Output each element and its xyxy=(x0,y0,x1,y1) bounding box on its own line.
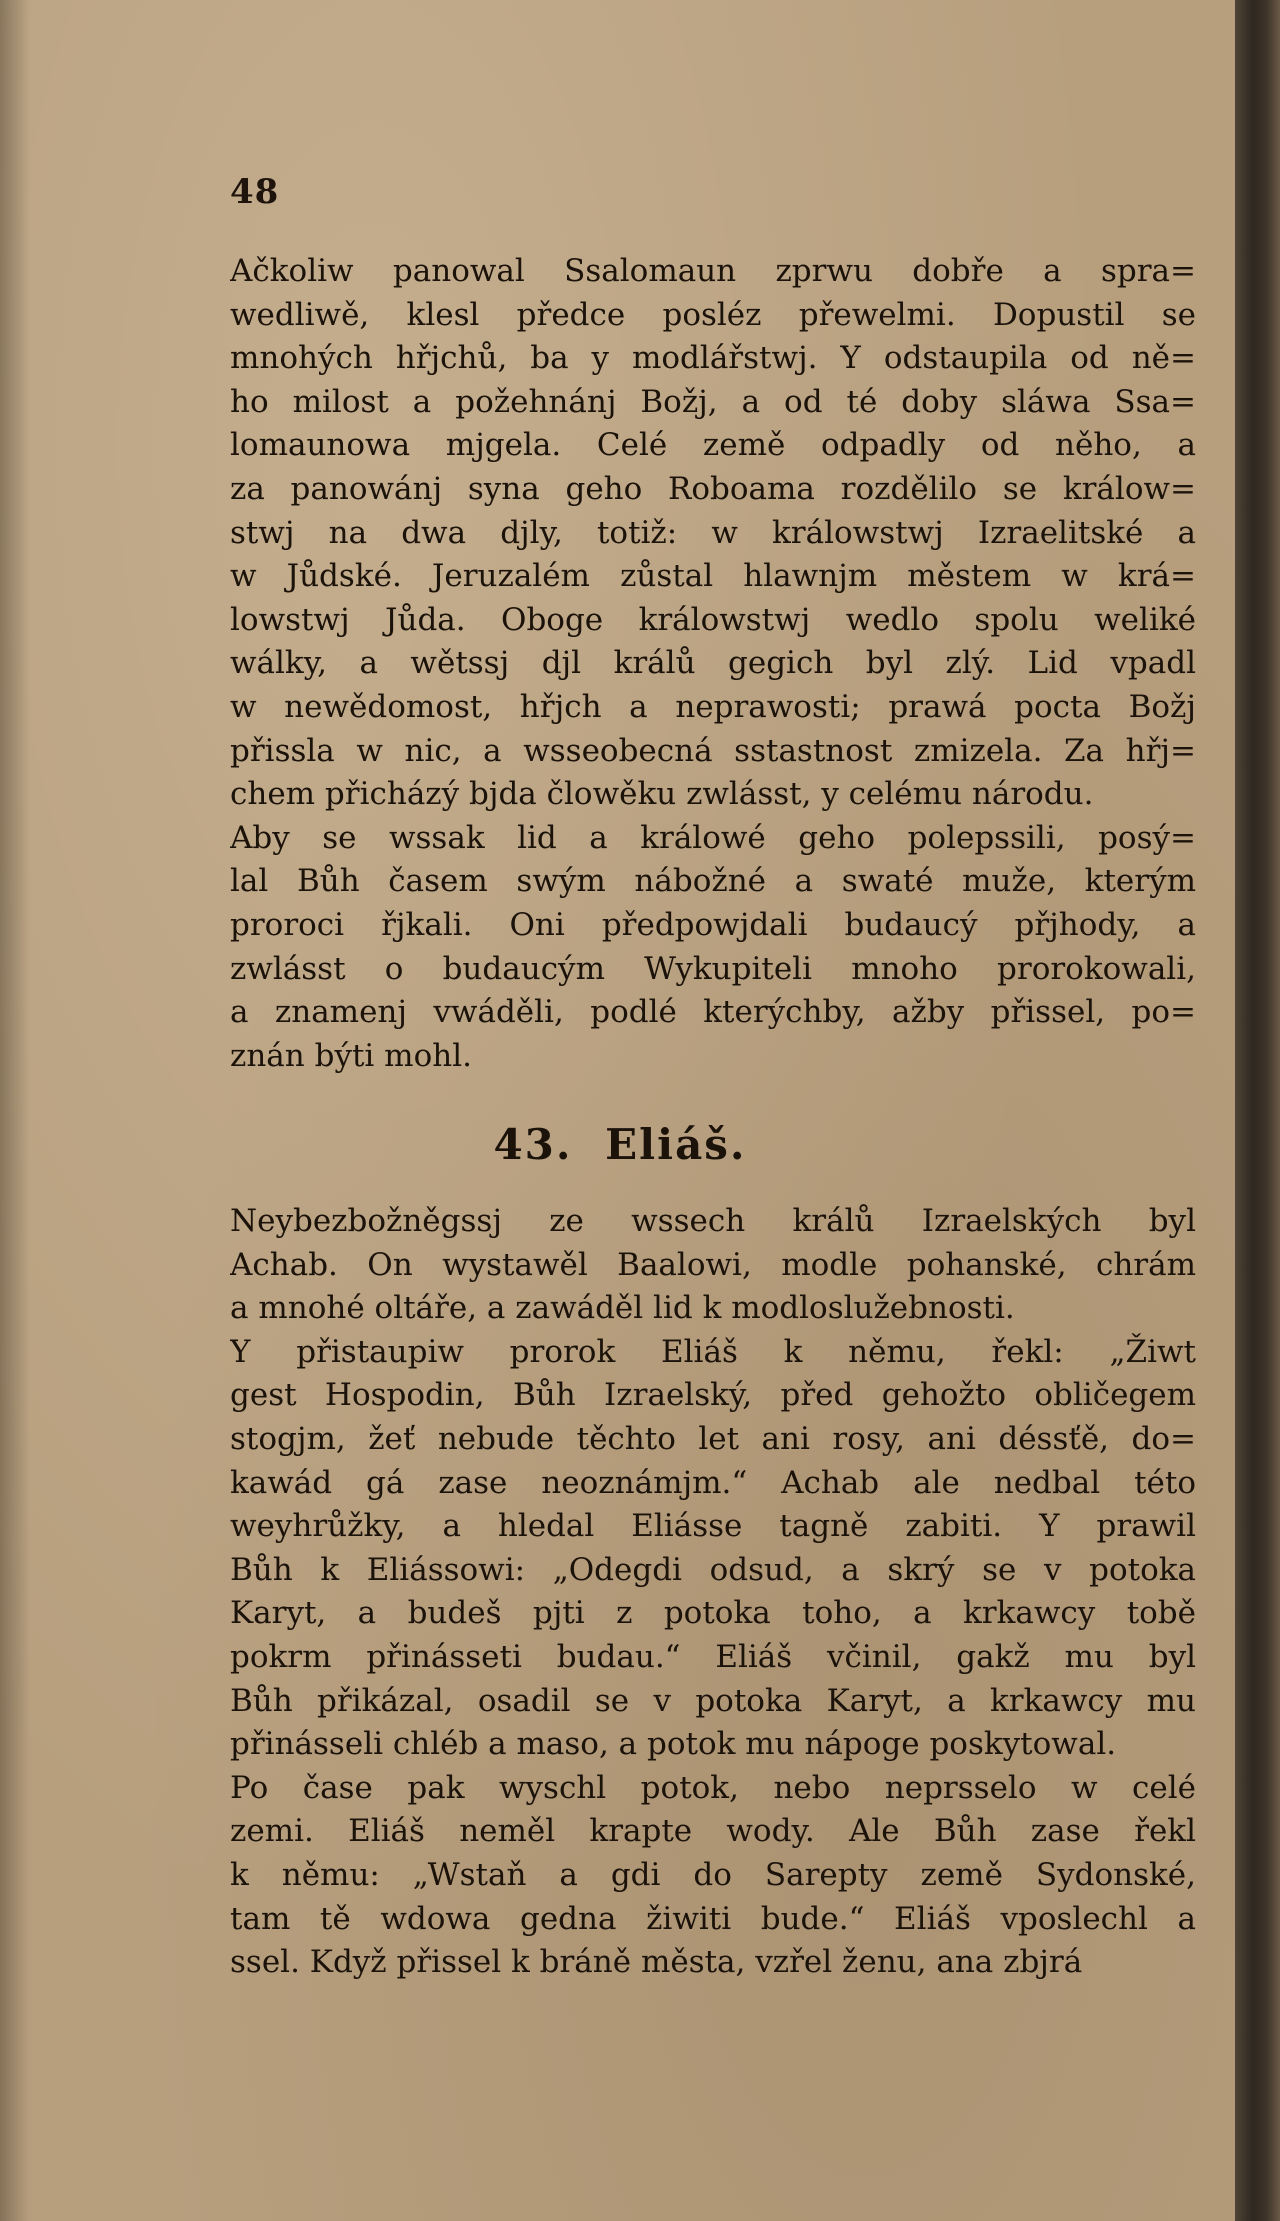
text-line: zemi. Eliáš neměl krapte wody. Ale Bůh zase řekl xyxy=(230,1813,1196,1850)
text-line: Neybezbožněgssj ze wssech králů Izraelských byl xyxy=(230,1203,1196,1239)
text-line: wedliwě, klesl předce posléz přewelmi. Dopustil se xyxy=(230,296,1196,333)
text-line: Po čase pak wyschl potok, nebo neprsselo w celé xyxy=(230,1769,1196,1806)
text-line: lomaunowa mjgela. Celé země odpadly od něho, a xyxy=(230,427,1196,464)
chapter-title: Eliáš. xyxy=(605,1120,747,1169)
text-line: stogjm, žeť nebude těchto let ani rosy, ani déssťě, do= xyxy=(230,1420,1196,1457)
text-line: wálky, a wětssj djl králů gegich byl zlý. Lid vpadl xyxy=(230,645,1196,682)
text-line: lal Bůh časem swým nábožné a swaté muže, kterým xyxy=(230,863,1196,900)
text-line: pokrm přinásseti budau.“ Eliáš včinil, gakž mu byl xyxy=(230,1638,1196,1675)
paragraph-solomon xyxy=(230,250,1196,1078)
text-line: ssel. Když přissel k bráně města, vzřel ženu, ana zbjrá xyxy=(230,1944,1083,1981)
page-edge-shadow xyxy=(0,0,30,2221)
text-line: chem přicházý bjda člowěku zwlásst, y celému národu. xyxy=(230,776,1094,813)
text-line: za panowánj syna geho Roboama rozdělilo se králow= xyxy=(230,470,1196,507)
paragraph-elijah xyxy=(230,1200,1196,1985)
text-line: w Jůdské. Jeruzalém zůstal hlawnjm městem w krá= xyxy=(230,558,1196,595)
text-line: a znamenj vwáděli, podlé kterýchby, ažby přissel, po= xyxy=(230,994,1196,1031)
text-line: znán býti mohl. xyxy=(230,1037,472,1074)
text-line: proroci řjkali. Oni předpowjdali budaucý přjhody, a xyxy=(230,906,1196,943)
text-line: zwlásst o budaucým Wykupiteli mnoho prorokowali, xyxy=(230,950,1196,987)
text-line: weyhrůžky, a hledal Eliásse tagně zabiti. Y prawil xyxy=(230,1508,1196,1545)
text-line: lowstwj Jůda. Oboge králowstwj wedlo spolu weliké xyxy=(230,601,1196,638)
text-line: kawád gá zase neoznámjm.“ Achab ale nedbal této xyxy=(230,1464,1196,1501)
text-line: Bůh přikázal, osadil se v potoka Karyt, a krkawcy mu xyxy=(230,1682,1196,1719)
text-line: Ačkoliw panowal Ssalomaun zprwu dobře a spra= xyxy=(230,253,1196,289)
book-binding xyxy=(1235,0,1280,2221)
page-number: 48 xyxy=(230,172,280,212)
text-line: gest Hospodin, Bůh Izraelský, před gehožto obličegem xyxy=(230,1377,1196,1414)
text-line: Y přistaupiw prorok Eliáš k němu, řekl: „Žiwt xyxy=(230,1333,1196,1370)
chapter-number: 43. xyxy=(493,1120,573,1169)
text-line: přissla w nic, a wsseobecná sstastnost zmizela. Za hřj= xyxy=(230,732,1196,769)
text-line: mnohých hřjchů, ba y modlářstwj. Y odstaupila od ně= xyxy=(230,340,1196,377)
text-line: a mnohé oltáře, a zawáděl lid k modloslužebnosti. xyxy=(230,1290,1015,1327)
text-line: Aby se wssak lid a králowé geho polepssili, posý= xyxy=(230,819,1196,856)
text-line: stwj na dwa djly, totiž: w králowstwj Izraelitské a xyxy=(230,514,1196,551)
text-line: Bůh k Eliássowi: „Odegdi odsud, a skrý se v potoka xyxy=(230,1551,1196,1588)
text-line: přinásseli chléb a maso, a potok mu nápoge poskytowal. xyxy=(230,1726,1117,1763)
chapter-heading xyxy=(0,1120,1240,1169)
text-line: ho milost a požehnánj Božj, a od té doby sláwa Ssa= xyxy=(230,383,1196,420)
text-line: w newědomost, hřjch a neprawosti; prawá pocta Božj xyxy=(230,688,1196,725)
text-line: Achab. On wystawěl Baalowi, modle pohanské, chrám xyxy=(230,1246,1196,1283)
text-line: Karyt, a budeš pjti z potoka toho, a krkawcy tobě xyxy=(230,1595,1196,1632)
text-line: k němu: „Wstaň a gdi do Sarepty země Sydonské, xyxy=(230,1856,1196,1893)
text-line: tam tě wdowa gedna žiwiti bude.“ Eliáš vposlechl a xyxy=(230,1900,1196,1937)
